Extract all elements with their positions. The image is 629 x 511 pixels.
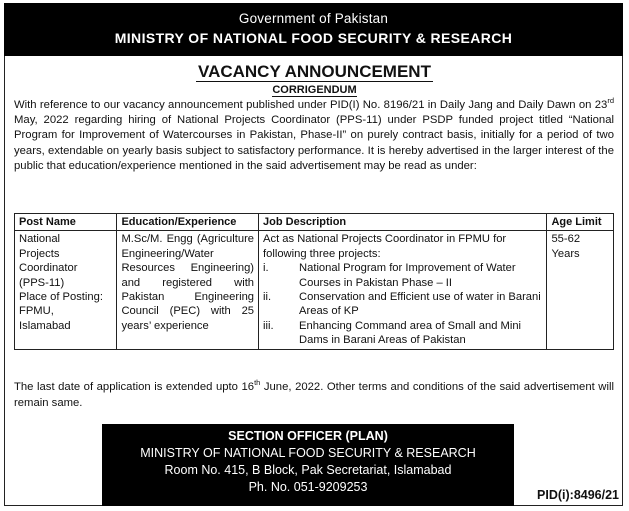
col-header-post: Post Name <box>15 214 117 231</box>
intro-paragraph: With reference to our vacancy announcement published under PID(I) No. 8196/21 in Daily Jang and Daily Dawn on 23rd May, 2022 regarding hiring of National Projects Coordinator (PPS-11) under PSDP funded project titled “National Program for Improvement of Watercourses in Pakistan, Phase-II” on purely contract basis, initially for a period of two years, extendable on yearly basis subject to satisfactory performance. It is hereby advertised in the larger interest of the public that education/experience mentioned in the said advertisement may be read as under: <box>14 96 614 172</box>
table-row <box>15 231 614 349</box>
list-item: ii. Conservation and Efficient use of water in Barani Areas of KP <box>263 291 541 318</box>
list-item: iii. Enhancing Command area of Small and Mini Dams in Barani Areas of Pakistan <box>263 319 522 347</box>
col-header-education: Education/Experience <box>117 214 259 231</box>
age-limit-cell: 55-62 Years <box>547 231 614 349</box>
header-banner <box>4 3 623 56</box>
footer-ministry: MINISTRY OF NATIONAL FOOD SECURITY & RESEARCH <box>140 446 476 460</box>
education-cell: M.Sc/M. Engg (Agriculture Engineering/Water Resources Engineering) and registered with Pakistan Engineering Council (PEC) with 25 years’ experience <box>117 231 259 349</box>
footer-address: Room No. 415, B Block, Pak Secretariat, Islamabad <box>164 463 452 477</box>
col-header-job: Job Description <box>259 214 547 231</box>
pid-number: PID(i):8496/21 <box>537 488 619 502</box>
job-intro: Act as National Projects Coordinator in FPMU for following three projects: <box>263 233 507 260</box>
announcement-title: VACANCY ANNOUNCEMENT <box>198 62 431 81</box>
closing-paragraph: The last date of application is extended upto 16th June, 2022. Other terms and conditions of the said advertisement will remain same. <box>14 378 614 409</box>
header-government: Government of Pakistan <box>238 11 389 26</box>
header-ministry: MINISTRY OF NATIONAL FOOD SECURITY & RESEARCH <box>114 30 513 46</box>
footer-phone: Ph. No. 051-9209253 <box>248 480 368 494</box>
table-header-row <box>15 214 614 231</box>
col-header-age: Age Limit <box>547 214 614 231</box>
footer-contact-block <box>102 424 514 506</box>
footer-officer: SECTION OFFICER (PLAN) <box>228 429 388 443</box>
job-description-cell <box>259 231 547 349</box>
vacancy-table <box>14 213 614 350</box>
post-cell: National Projects Coordinator (PPS-11) Place of Posting: FPMU, Islamabad <box>15 231 117 349</box>
list-item: i. National Program for Improvement of Water Courses in Pakistan Phase – II <box>263 262 516 289</box>
corrigendum-label: CORRIGENDUM <box>272 84 357 96</box>
